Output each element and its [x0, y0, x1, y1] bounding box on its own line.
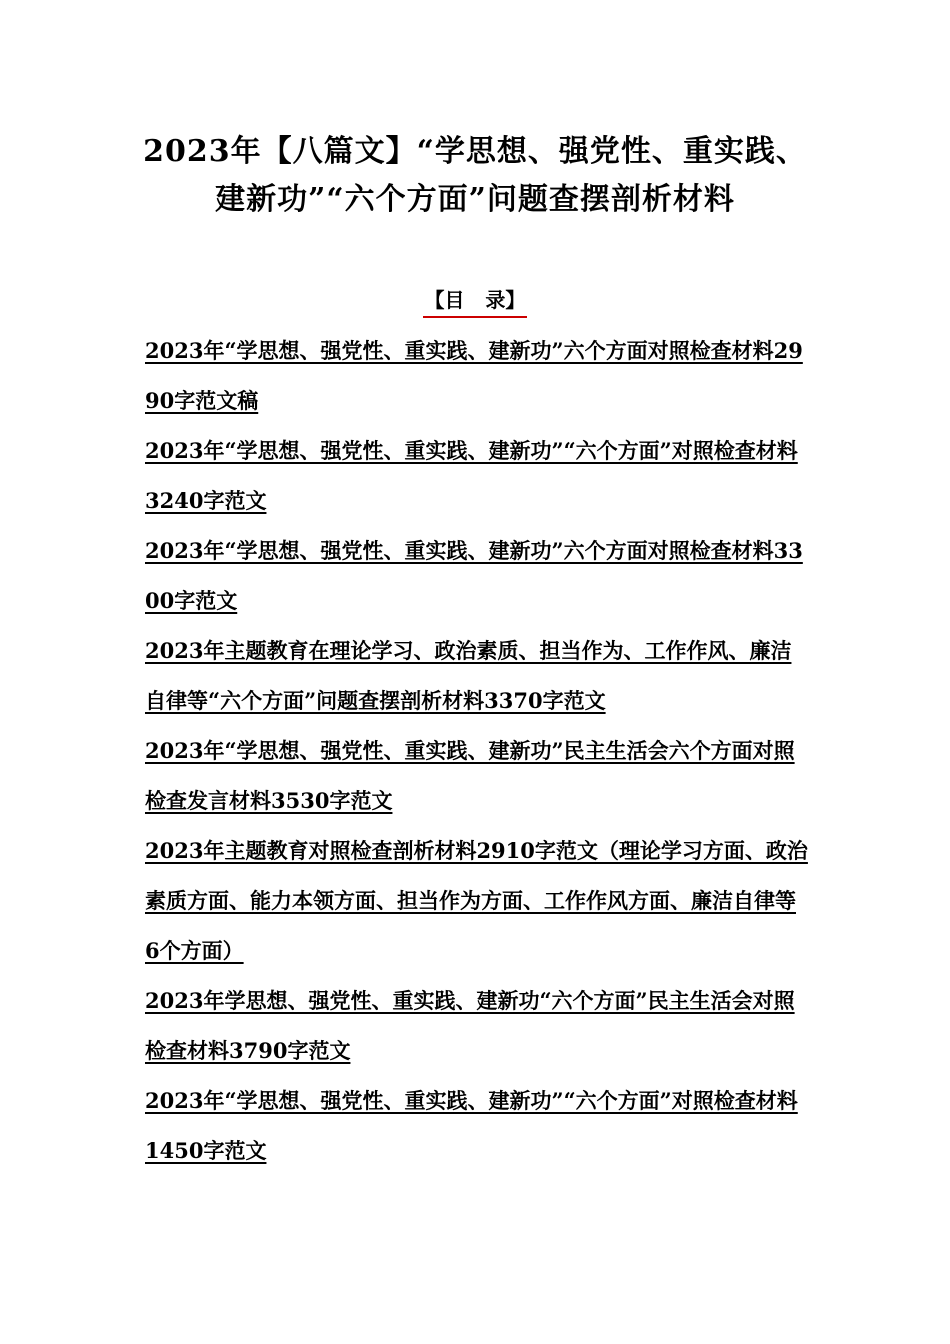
toc-item [145, 826, 810, 976]
toc-link-5[interactable]: 2023年“学思想、强党性、重实践、建新功”民主生活会六个方面对照检查发言材料3530字范文 [145, 738, 795, 813]
toc-link-3[interactable]: 2023年“学思想、强党性、重实践、建新功”六个方面对照检查材料3300字范文 [145, 538, 803, 613]
toc-link-6[interactable]: 2023年主题教育对照检查剖析材料2910字范文（理论学习方面、政治素质方面、能力本领方面、担当作为方面、工作作风方面、廉洁自律等6个方面） [145, 838, 808, 963]
toc-link-1[interactable]: 2023年“学思想、强党性、重实践、建新功”六个方面对照检查材料2990字范文稿 [145, 338, 803, 413]
toc-heading-text: 【目 录】 [423, 284, 528, 318]
table-of-contents [145, 326, 810, 1176]
toc-link-2[interactable]: 2023年“学思想、强党性、重实践、建新功”“六个方面”对照检查材料3240字范文 [145, 438, 798, 513]
toc-link-4[interactable]: 2023年主题教育在理论学习、政治素质、担当作为、工作作风、廉洁自律等“六个方面”问题查摆剖析材料3370字范文 [145, 638, 792, 713]
toc-item [145, 626, 810, 726]
toc-item [145, 426, 810, 526]
toc-item [145, 326, 810, 426]
toc-item [145, 526, 810, 626]
toc-link-7[interactable]: 2023年学思想、强党性、重实践、建新功“六个方面”民主生活会对照检查材料3790字范文 [145, 988, 795, 1063]
toc-heading [0, 284, 950, 318]
toc-item [145, 726, 810, 826]
toc-item [145, 976, 810, 1076]
toc-link-8[interactable]: 2023年“学思想、强党性、重实践、建新功”“六个方面”对照检查材料1450字范文 [145, 1088, 798, 1163]
toc-item [145, 1076, 810, 1176]
document-title: 2023年【八篇文】“学思想、强党性、重实践、建新功”“六个方面”问题查摆剖析材料 [143, 134, 807, 217]
